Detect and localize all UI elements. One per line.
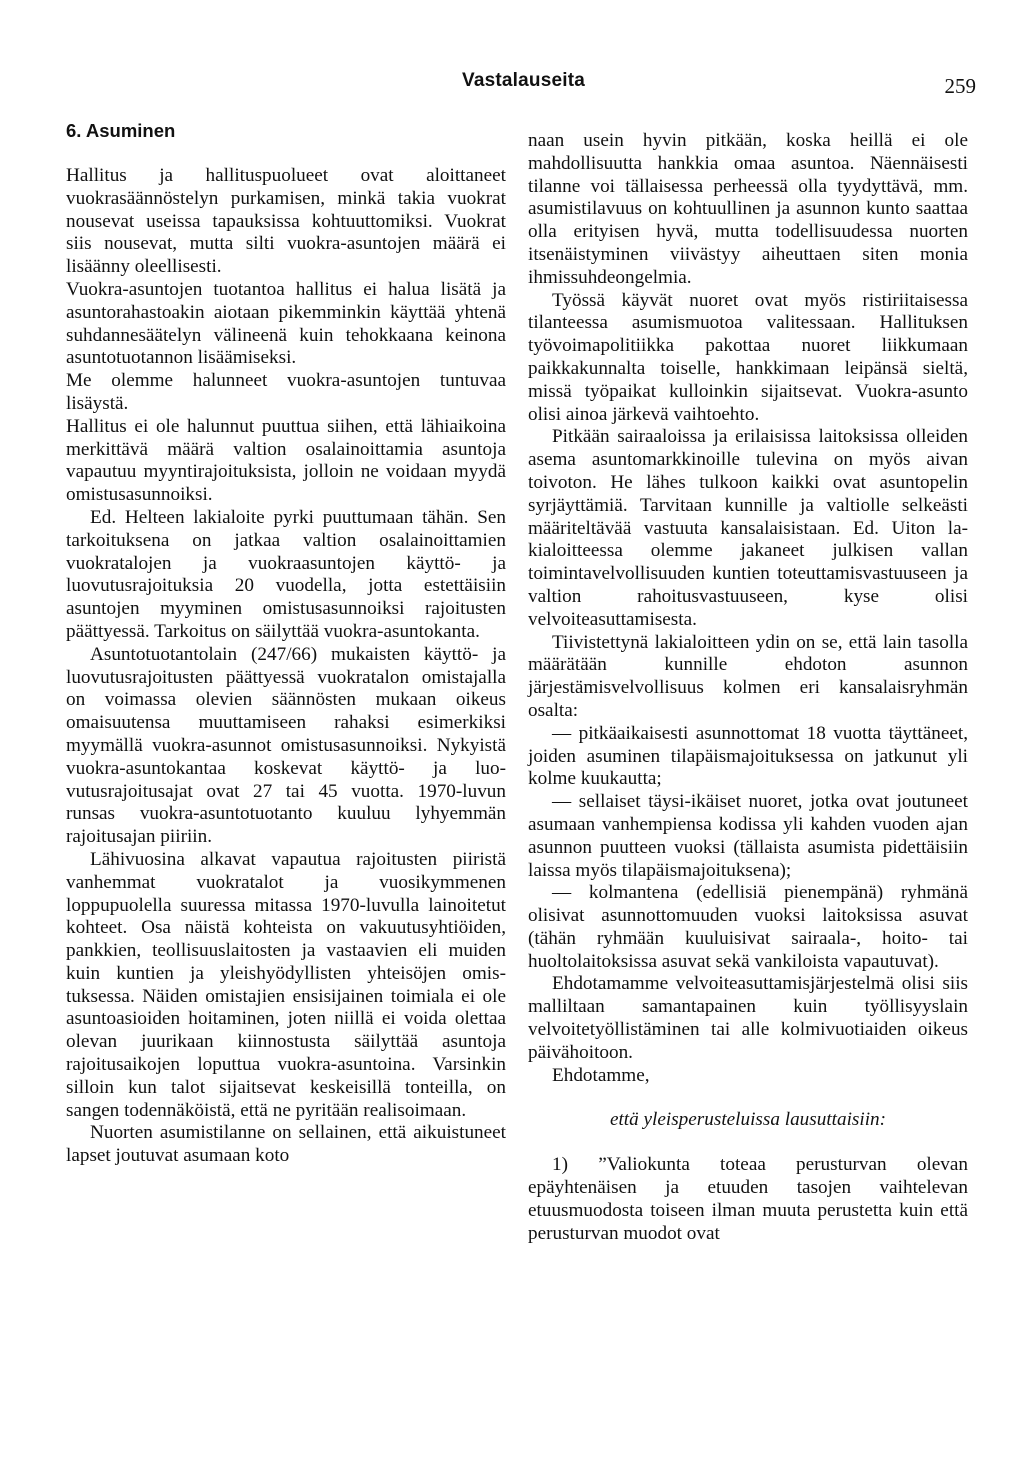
paragraph: naan usein hyvin pitkään, koska heillä ei ole mahdollisuutta hankkia omaa asuntoa. Näennäisesti tilanne voi tällaisessa perheessä olla tyydyttävä, mm. asumistilavuus on kohtuullinen ja asunnon kunto saattaa olla erityisen hyvä, mutta todellisuudessa nuorten itsenäistyminen viivästyy aiheuttaen siten monia ihmissuhdeongelmia. bbox=[528, 130, 968, 288]
paragraph: Vuokra-asuntojen tuotantoa hallitus ei halua lisätä ja asuntorahastoakin aiotaan pikemminkin käyttää yhtenä suhdannesäätelyn välineenä kuin tehokkaana keinona asuntotuotannon lisäämiseksi. bbox=[66, 278, 506, 369]
list-item: — kolmantena (edellisiä pienempänä) ryhmänä olisivat asunnottomuuden vuoksi laitoksissa asuvat (tähän ryhmään kuuluisivat sairaala-, hoito- tai huoltolaitoksissa asuvat sekä vankiloista vapautuvat). bbox=[528, 882, 968, 972]
numbered-item: 1) ”Valiokunta toteaa perusturvan olevan epäyhtenäisen ja etuuden tasojen vaihtelevan etuusmuodosta toiseen ilman muuta perustetta kuin että perusturvan muodot ovat bbox=[528, 1154, 968, 1244]
left-column bbox=[66, 120, 506, 1168]
paragraph: Hallitus ja hallituspuolueet ovat aloittaneet vuokrasäännöstelyn purkamisen, minkä takia vuokrat nousevat useissa tapauksissa kohtuuttomiksi. Vuokrat siis nousevat, mutta silti vuokra-asuntojen määrä ei lisäänny oleellisesti. bbox=[66, 165, 506, 278]
paragraph: Pitkään sairaaloissa ja erilaisissa laitoksissa olleiden asema asuntomarkkinoille tulevina on myös aivan toivoton. He lähes tulkoon kaikki ovat asuntopelin syrjäyttämiä. Tarvitaan kunnille ja valtiolle selkeästi määriteltävää vastuuta kansalaisistaan. Ed. Uiton lakialoitteessa olemme jakaneet julkisen vallan toimintavelvollisuuden kuntien toteuttamisvastuuseen ja valtion rahoitusvastuuseen, kyse olisi velvoiteasuttamisesta. bbox=[528, 426, 968, 630]
paragraph: Me olemme halunneet vuokra-asuntojen tuntuvaa lisäystä. bbox=[66, 370, 506, 414]
paragraph: Ehdotamme, bbox=[552, 1064, 650, 1086]
paragraph: Nuorten asumistilanne on sellainen, että aikuistuneet lapset joutuvat asumaan koto bbox=[66, 1122, 506, 1167]
paragraph: Asuntotuotantolain (247/66) mukaisten käyttö- ja luovutusrajoitusten päättyessä vuokratalon omistajalla on voimassa olevien säännösten mukaan oikeus omaisuutensa muuttamiseen rahaksi esimerkiksi myymällä vuokra-asunnot omistusasunnoiksi. Nykyistä vuokra-asuntokantaa koskevat käyttö- ja luovutusrajoitusajat ovat 27 tai 45 vuotta. 1970-luvun runsas vuokra-asuntotuotanto kuuluu lyhyemmän rajoitusajan piiriin. bbox=[66, 643, 506, 848]
paragraph: Työssä käyvät nuoret ovat myös ristiriitaisessa tilanteessa asumismuotoa valitessaan. Hallituksen työvoimapolitiikka pakottaa nuoret liikkumaan paikkakunnalta toiselle, hankkimaan leipänsä sieltä, missä työpaikat kulloinkin sijaitsevat. Vuokra-asunto olisi ainoa järkevä vaihtoehto. bbox=[528, 289, 968, 425]
italic-proposal-line: että yleisperusteluissa lausuttaisiin: bbox=[609, 1109, 887, 1131]
paragraph: Tiivistettynä lakialoitteen ydin on se, että lain tasolla määrätään kunnille ehdoton asunnon järjestämisvelvollisuus kolmen eri kansalaisryhmän osalta: bbox=[528, 631, 968, 721]
paragraph: Ed. Helteen lakialoite pyrki puuttumaan tähän. Sen tarkoituksena on jatkaa valtion osalainoittamien vuokratalojen ja vuokraasuntojen käyttö- ja luovutusrajoituksia 20 vuodella, jotta estettäisiin asuntojen myyminen omistusasunnoiksi rajoitusten päättyessä. Tarkoitus on säilyttää vuokra-asuntokanta. bbox=[66, 506, 506, 642]
list-item: — sellaiset täysi-ikäiset nuoret, jotka ovat joutuneet asumaan vanhempiensa kodissa yli kahden vuoden ajan asunnon puutteen vuoksi (tällaista asumista pidettäisiin laissa myös tilapäismajoituksena); bbox=[528, 791, 968, 881]
list-item: — pitkäaikaisesti asunnottomat 18 vuotta täyttäneet, joiden asuminen tilapäismajoituksessa on jatkunut yli kolme kuukautta; bbox=[528, 722, 968, 790]
paragraph: Lähivuosina alkavat vapautua rajoitusten piiristä vanhemmat vuokratalot ja vuosikymmenen loppupuolella suuressa mitassa 1970-luvulla lainoitetut kohteet. Osa näistä kohteista on vakuutusyhtiöiden, pankkien, teollisuuslaitosten ja vastaavien eli muiden kuin kuntien ja yleishyödyllisten yhteisöjen omistuksessa. Näiden omistajien ensisijainen toimiala ei ole asuntoasioiden hoitaminen, joten niillä ei voida olettaa olevan juurikaan kiinnostusta säilyttää asuntoja rajoitusaikojen loputtua vuokra-asuntoina. Varsinkin silloin kun talot sijaitsevat keskeisillä tonteilla, on sangen todennäköistä, että ne pyritään realisoimaan. bbox=[66, 848, 506, 1121]
paragraph: Ehdotamamme velvoiteasuttamisjärjestelmä olisi siis malliltaan samantapainen kuin työllisyyslain velvoitetyöllistäminen tai alle kolmivuotiaiden oikeus päivähoitoon. bbox=[528, 973, 968, 1063]
right-column bbox=[528, 130, 968, 1245]
section-heading: 6. Asuminen bbox=[66, 120, 176, 141]
page-number: 259 bbox=[944, 74, 976, 98]
paragraph: Hallitus ei ole halunnut puuttua siihen, että lähiaikoina merkittävä määrä valtion osalainoittamia asuntoja vapautuu myyntirajoituksista, jolloin ne voidaan myydä omistusasunnoiksi. bbox=[66, 415, 506, 506]
running-header: Vastalauseita bbox=[462, 70, 586, 91]
